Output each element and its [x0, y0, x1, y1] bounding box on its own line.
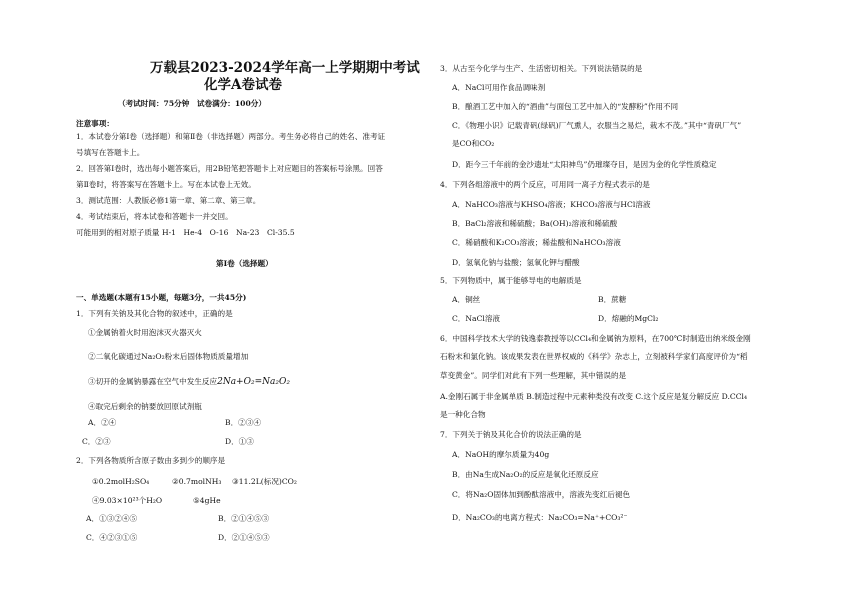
q3-option-b: B．酿酒工艺中加入的“酒曲”与面包工艺中加入的“发酵粉”作用不同: [452, 102, 679, 111]
q1-statement-1: ①金属钠着火时用泡沫灭火器灭火: [88, 328, 202, 337]
q2-option-a: A．①③②④⑤: [86, 514, 138, 523]
note-1a: 1．本试卷分第Ⅰ卷（选择题）和第Ⅱ卷（非选择题）两部分。考生务必将自己的姓名、准考证: [76, 132, 386, 141]
q3-stem: 3．从古至今化学与生产、生活密切相关。下列说法错误的是: [440, 64, 643, 73]
q4-option-b: B．BaCl₂溶液和稀硫酸；Ba(OH)₂溶液和稀硫酸: [452, 219, 618, 228]
note-3: 3．测试范围：人教版必修1第一章、第二章、第三章。: [76, 196, 261, 205]
q7-option-c: C．将Na₂O固体加到酚酞溶液中，溶液先变红后褪色: [452, 490, 631, 499]
q2-option-c: C．④②③①⑤: [86, 533, 138, 542]
part1-heading: 一、单选题(本题有15小题，每题3分，一共45分): [76, 293, 247, 302]
q1-statement-4: ④取完后剩余的钠要放回原试剂瓶: [88, 402, 202, 411]
exam-title: 万载县2023-2024学年高一上学期期中考试: [150, 60, 420, 76]
q1-stem: 1．下列有关钠及其化合物的叙述中，正确的是: [76, 309, 233, 318]
q3-option-c-line1: C．《物理小识》记载青矾(绿矾)厂气熏人，衣服当之易烂，栽木不茂。”其中“青矾厂气”: [452, 121, 742, 130]
q2-item-3: ③11.2L(标况)CO₂: [232, 477, 297, 486]
q3-option-c-line2: 是CO和CO₂: [452, 139, 495, 148]
q6-line2: 石粉末和氯化钠。该成果发表在世界权威的《科学》杂志上，立刻被科学家们高度评价为“稻: [440, 352, 748, 361]
q1-option-c: C．②③: [82, 437, 111, 446]
q5-option-d: D．熔融的MgCl₂: [598, 314, 659, 323]
q1-option-a: A．②④: [88, 418, 117, 427]
q4-stem: 4．下列各组溶液中的两个反应，可用同一离子方程式表示的是: [440, 180, 650, 189]
q3-option-a: A．NaCl可用作食品调味剂: [452, 83, 546, 92]
q7-option-b: B．由Na生成Na₂O₂的反应是氧化还原反应: [452, 470, 599, 479]
note-2a: 2．回答第Ⅰ卷时，选出每小题答案后，用2B铅笔把答题卡上对应题目的答案标号涂黑。回答: [76, 164, 383, 173]
q4-option-c: C．稀硝酸和K₂CO₃溶液；稀盐酸和NaHCO₃溶液: [452, 238, 621, 247]
q6-line3: 草变黄金”。同学们对此有下列一些理解，其中错误的是: [440, 371, 627, 380]
q2-item-4: ④9.03×10²³个H₂O: [92, 496, 163, 505]
exam-subtitle: 化学A卷试卷: [204, 77, 282, 93]
q7-option-a: A．NaOH的摩尔质量为40g: [452, 450, 550, 459]
q1-equation: 2Na+O₂=Na₂O₂: [217, 377, 290, 387]
q5-option-b: B．蔗糖: [598, 295, 627, 304]
notes-heading: 注意事项：: [76, 119, 114, 128]
q6-line4: A.金刚石属于非金属单质 B.制造过程中元素种类没有改变 C.这个反应是复分解反应 D.CCl₄: [440, 392, 748, 401]
q2-item-2: ②0.7molNH₃: [172, 477, 222, 486]
q5-option-c: C．NaCl溶液: [452, 314, 501, 323]
q7-option-d: D．Na₂CO₃的电离方程式：Na₂CO₃=Na⁺+CO₃²⁻: [452, 513, 628, 522]
atomic-masses: 可能用到的相对原子质量 H-1 He-4 O-16 Na-23 Cl-35.5: [76, 228, 295, 237]
q2-item-5: ⑤4gHe: [193, 496, 221, 505]
exam-info: （考试时间：75分钟 试卷满分：100分）: [118, 99, 266, 108]
q2-option-d: D．②①④⑤③: [218, 533, 270, 542]
q2-option-b: B．②①④⑤③: [218, 514, 270, 523]
q5-option-a: A．铜丝: [452, 295, 481, 304]
q7-stem: 7．下列关于钠及其化合价的说法正确的是: [440, 430, 582, 439]
q6-line1: 6．中国科学技术大学的钱逸泰教授等以CCl₄和金属钠为原料，在700℃时制造出纳米级金刚: [440, 334, 751, 343]
note-2b: 第Ⅱ卷时，将答案写在答题卡上。写在本试卷上无效。: [76, 180, 256, 189]
q5-stem: 5．下列物质中，属于能够导电的电解质是: [440, 276, 582, 285]
q4-option-d: D．氢氧化钠与盐酸；氢氧化钾与醋酸: [452, 258, 580, 267]
q1-option-d: D．①③: [225, 437, 254, 446]
section1-heading: 第Ⅰ卷（选择题）: [216, 259, 273, 268]
q1-statement-3: ③切开的金属钠暴露在空气中发生反应2Na+O₂=Na₂O₂: [88, 377, 290, 387]
q2-stem: 2．下列各物质所含原子数由多到少的顺序是: [76, 456, 226, 465]
q3-option-d: D．距今三千年前的金沙遗址“太阳神鸟”仍璀璨夺目，是因为金的化学性质稳定: [452, 160, 717, 169]
q1-statement-2: ②二氧化碳通过Na₂O₂粉末后固体物质质量增加: [88, 352, 249, 361]
q1-option-b: B．②③④: [225, 418, 261, 427]
q4-option-a: A．NaHCO₃溶液与KHSO₄溶液；KHCO₃溶液与HCl溶液: [452, 200, 651, 209]
note-1b: 号填写在答题卡上。: [76, 148, 145, 157]
q6-line5: 是一种化合物: [440, 410, 486, 419]
note-4: 4．考试结束后，将本试卷和答题卡一并交回。: [76, 212, 233, 221]
q2-item-1: ①0.2molH₂SO₄: [92, 477, 150, 486]
